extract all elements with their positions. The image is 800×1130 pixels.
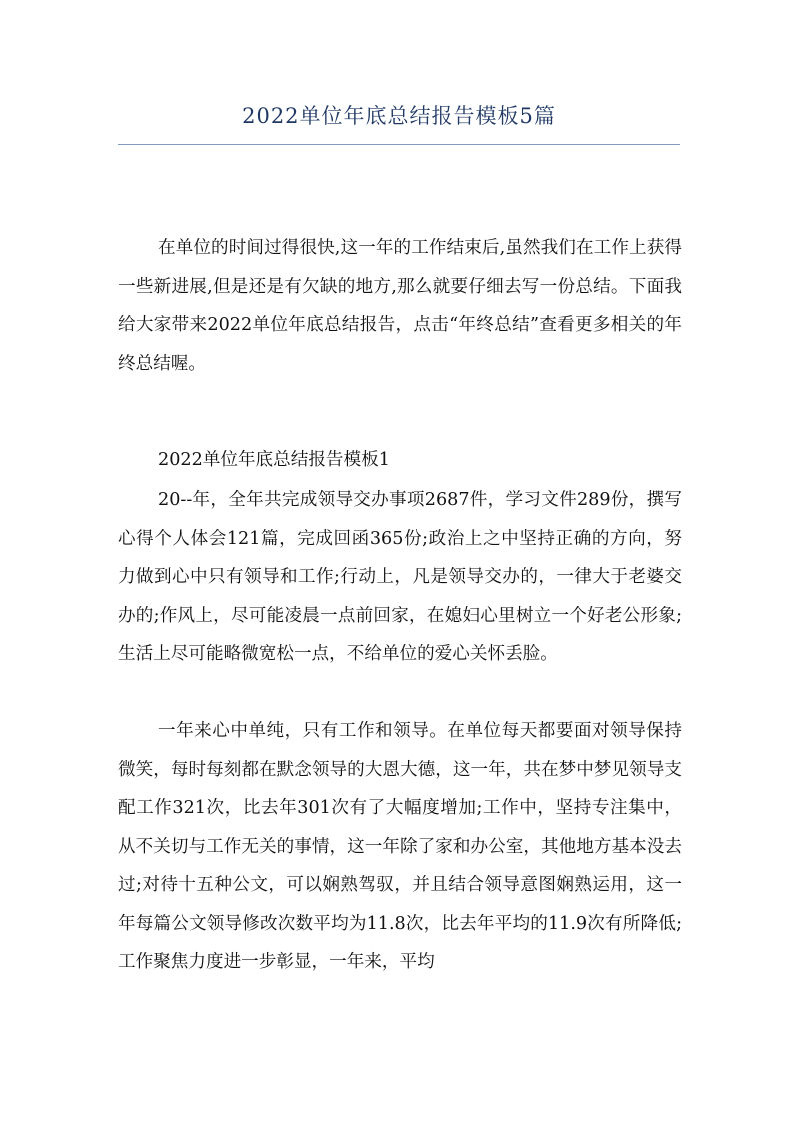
body-paragraph-2: 一年来心中单纯，只有工作和领导。在单位每天都要面对领导保持微笑，每时每刻都在默念领导的大恩大德，这一年，共在梦中梦见领导支配工作321次，比去年301次有了大幅度增加;工作中，坚持专注集中，从不关切与工作无关的事情，这一年除了家和办公室，其他地方基本没去过;对待十五种公文，可以娴熟驾驭，并且结合领导意图娴熟运用，这一年每篇公文领导修改次数平均为11.8次，比去年平均的11.9次有所降低;工作聚焦力度进一步彰显，一年来，平均 — [118, 721, 682, 972]
section-heading: 2022单位年底总结报告模板1 — [158, 450, 390, 470]
intro-paragraph: 在单位的时间过得很快,这一年的工作结束后,虽然我们在工作上获得一些新进展,但是还是有欠缺的地方,那么就要仔细去写一份总结。下面我给大家带来2022单位年底总结报告，点击“年终总结”查看更多相关的年终总结喔。 — [118, 238, 682, 374]
body-paragraph-1: 20--年，全年共完成领导交办事项2687件，学习文件289份，撰写心得个人体会121篇，完成回函365份;政治上之中坚持正确的方向，努力做到心中只有领导和工作;行动上，凡是领导交办的，一律大于老婆交办的;作风上，尽可能凌晨一点前回家，在媳妇心里树立一个好老公形象;生活上尽可能略微宽松一点，不给单位的爱心关怀丢脸。 — [118, 490, 682, 664]
title-underline — [118, 144, 680, 145]
document-title: 2022单位年底总结报告模板5篇 — [242, 104, 556, 128]
